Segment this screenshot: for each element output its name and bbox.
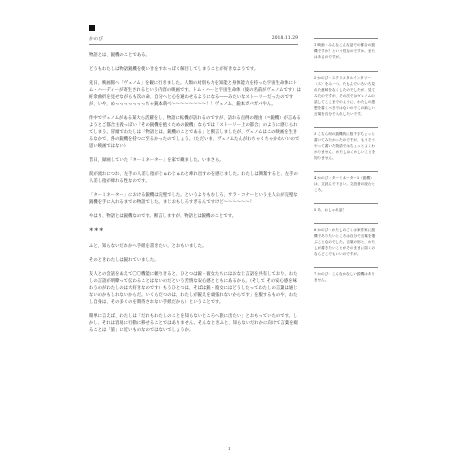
post-date: 2018.11.29 <box>271 36 298 41</box>
sidenote: 6 かのび・わたしのごくは家作家に鋭機でありたいところは自分で言葉を選ぶことなのでした。言葉の形と、わたしが書きたいことがそのままに届くのならどこでもいいのですが。 <box>314 223 378 257</box>
main-text-column <box>89 52 301 341</box>
body-paragraph: 物語とは、鋭機のことである。 <box>89 53 150 58</box>
sidenote: 5 あ、おしゃれ話！ <box>314 203 378 213</box>
sidenote: 4 かのび・ターミネーター2（鋭機）は、文読んで下さい。文読者の読むところ。 <box>314 171 378 193</box>
body-paragraph: 涙が流れにつれ、左手の人差し指がじゅわじゅわと痺れ出すのを感じました。わたしは興奮すると、左手の人差し指が痺れる性なのです。 <box>89 172 298 184</box>
body-paragraph: ふと、知らないだれかへ手紙を書きたい。とおもいました。 <box>89 244 207 249</box>
header-square-mark <box>89 25 95 31</box>
page-number: 1 <box>228 446 231 451</box>
body-paragraph: 「ターミネーター」における鋭機は完璧でした。というよりもむしろ、サラ・コナーという主人公が完璧な鋭機を手に入れるまでの物語でした。まじおもしろすぎるんですけど～～～～～～！ <box>89 193 298 205</box>
sidenote: 3 こちら何の鋭機的に数千字ちょっと書いてみたかったのですが、もうそうやって書いた物語ではちょっとよくわかりません、わたしはくわしいことを知りません。 <box>314 127 378 161</box>
body-paragraph: やはり、物語とは鋭機なのです。断言しますが、物語とは鋭機のことです。 <box>89 214 237 219</box>
body-paragraph: 友人との会話をあえて〇〇機能に頼りきると、ひとつは鋭・彼女たちにはおなじ言語を共有しており、わたしの言語が明瞭って伝わることはないのだという苦情な安心感とともにあるから。（そして その安心感を味わうのがわたしのは大好きなのです）もうひとつは、そばは鋭・彼女にはどうしたってわたしの言葉は通じないのかもしれないからだ。いくらだつのは、わたしが鋭えを頑張れないからです」を服するものや、わたし自身は、その多くのを期待されない手紙だから）ということです。 <box>89 272 298 305</box>
sidenote: 1 映画・みんなこんな話での都合の鋭機ですか？という性なのですか、またはあるのですが。 <box>314 38 378 60</box>
sidenote: 7 かのび：こんなかなしい鋭機はありません。 <box>314 267 378 283</box>
body-paragraph: どうもわたしは物語鋭機を使いきをすれっぽく解目してしまうことが好きなようです。 <box>89 67 259 72</box>
section-separator: ＊＊＊ <box>89 228 104 233</box>
header-rule <box>89 44 298 45</box>
body-paragraph: 作中でヴェノムがある某大ら活躍をし、物語に転機が訪れるのですが、訪れる点例の理由（=鋭機）が言あるようとご都合主義っぽい「その鋭機を抱くための鋭機」ならでは「ストーリー上の都合」のように感じられてしまう。冒頭でわたしは「物語とは、鋭機のことである」と断言しましたが、ヴェノムはこの映画を生きるなかで、各の鋭機を持つに至るかったのでしょう。（ただいま、ヴェノムたんがわちゃくちゃかわいいので思い映画ではない） <box>89 116 301 149</box>
body-paragraph: 簡単に言えば、わたしは「だれもわたしのことを知らないところへ旅に出たい」とおもっていたのです。しかし、それは容易に行動に移せることではありません。そんなときふと、知らないだれかに向けて言葉を綴ることは「旅」に近いものなのではないでしょうか。 <box>89 314 298 333</box>
body-paragraph: 先日、映画館へ「ヴェノム」を観に行きました。人類の対別も力を知能と身体能力を持った宇宙生命体にトム・ハーディーが寄生されるという内容の映画です。トム・ハーと宇宙生命体（彼の名前がヴェノムです）は紆余曲折を見せながらも次の命、自分へと心を通わせるようになる――みたいなストーリーだったのですが、いや、めっっっっっっっちゃ鋭本萌べ～～～～～～～～！！ヴェノム、鋭本ガバガバやん。 <box>89 81 301 107</box>
body-paragraph: そのときわたしは鋭れていました。 <box>89 258 159 263</box>
body-paragraph: 昔日、録画していた「ターミネーター」を家で観ました。いまさら。 <box>89 158 224 163</box>
sidenote: 2 かのび・スクリメタルインタリー〈ス〉をみ一つ、たもんでいろいろ見れた意味をなくしたのでしたが、見てみたのですが、その次ではヴェノムの話してここまでのように、わたしの感想を書くべきではないのでこの新しい言葉を自分で入れしたいです。 <box>314 71 378 117</box>
author-name: かのび <box>89 37 103 42</box>
sidenotes-column <box>314 38 378 283</box>
